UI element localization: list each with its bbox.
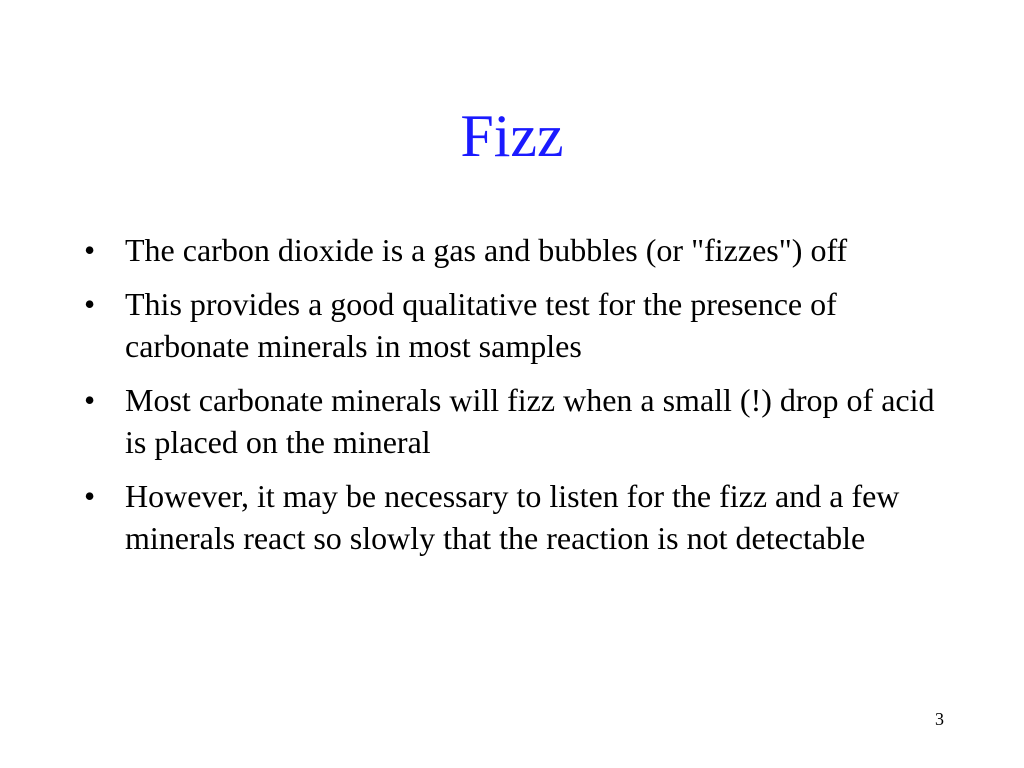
bullet-text: However, it may be necessary to listen for the fizz and a few minerals react so slowly that the reaction is not detectable (125, 478, 900, 556)
bullet-text: This provides a good qualitative test for the presence of carbonate minerals in most samples (125, 286, 837, 364)
bullet-item-1 (84, 229, 944, 271)
bullet-text: Most carbonate minerals will fizz when a small (!) drop of acid is placed on the mineral (125, 382, 935, 460)
page-number: 3 (935, 709, 944, 729)
bullet-dot-icon: • (84, 286, 96, 322)
bullet-item-2 (84, 283, 944, 367)
slide-title: Fizz (460, 103, 564, 169)
bullet-dot-icon: • (84, 478, 96, 514)
bullet-list (84, 229, 944, 571)
bullet-dot-icon: • (84, 232, 96, 268)
bullet-item-4 (84, 475, 944, 559)
bullet-text: The carbon dioxide is a gas and bubbles (or "fizzes") off (125, 232, 848, 268)
bullet-dot-icon: • (84, 382, 96, 418)
bullet-item-3 (84, 379, 944, 463)
